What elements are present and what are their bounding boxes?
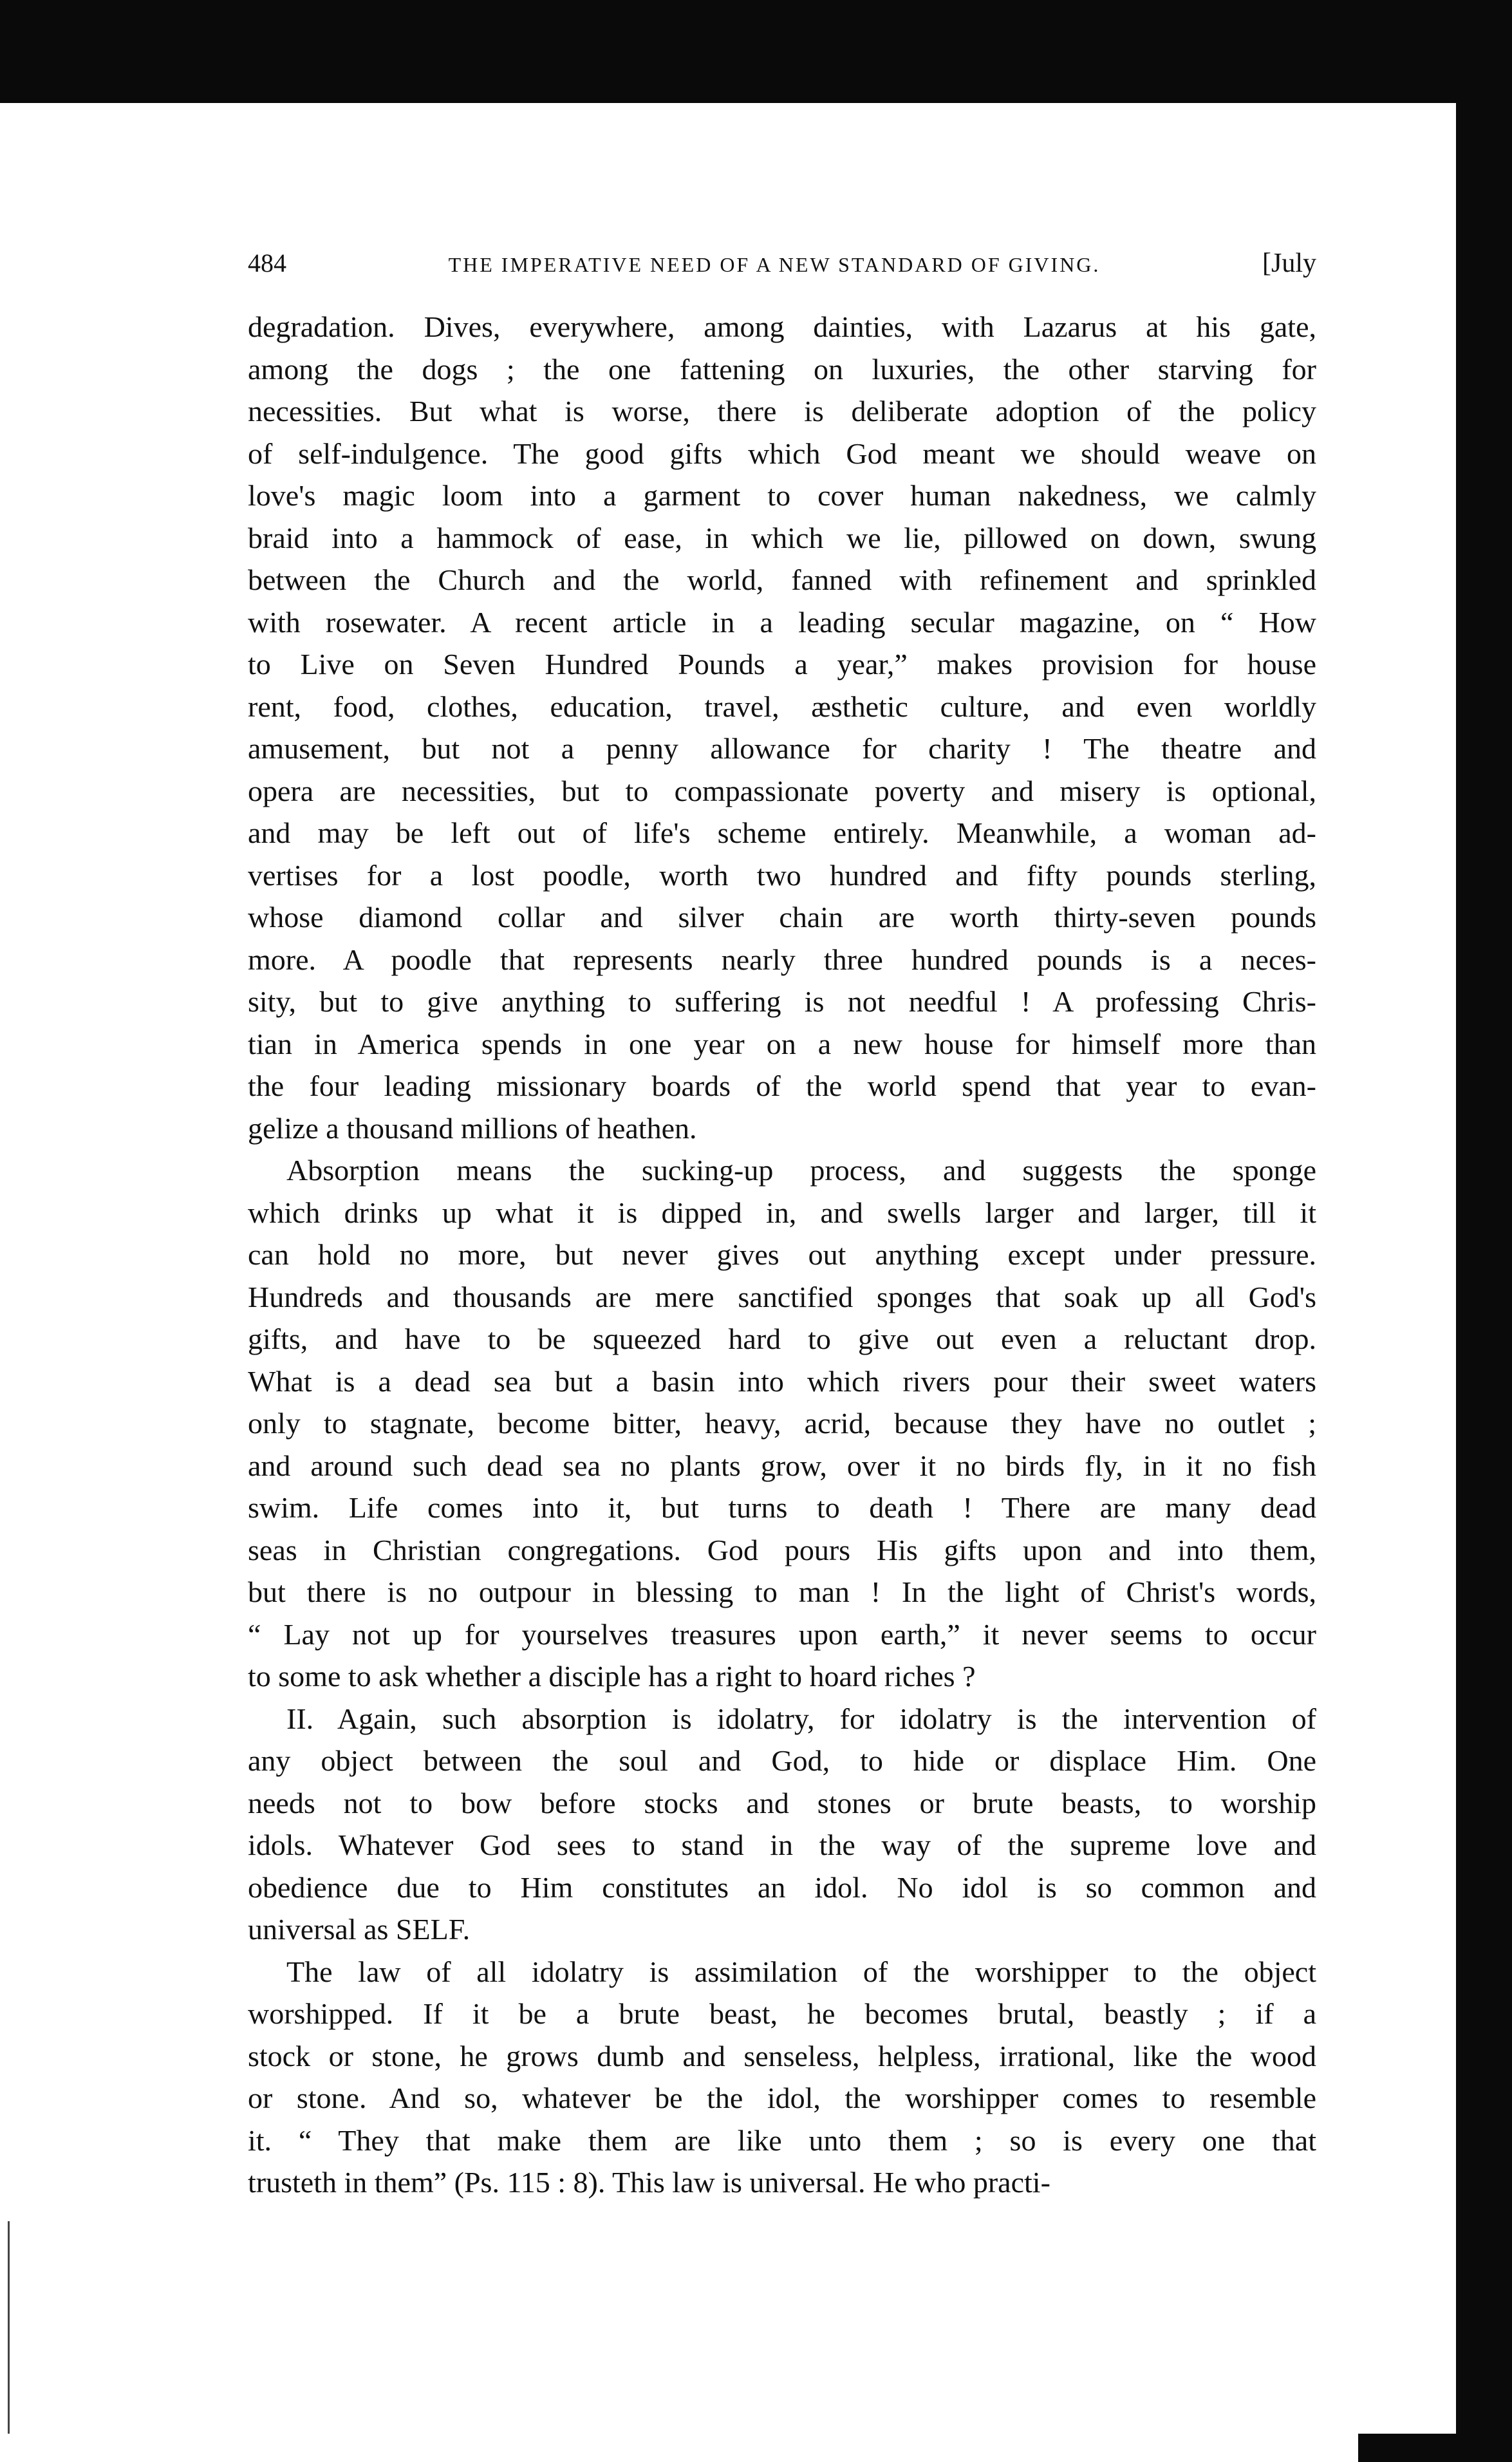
text-line: can hold no more, but never gives out anything except under pressure. [248,1238,1316,1271]
text-line: II. Again, such absorption is idolatry, for idolatry is the intervention of [286,1702,1316,1735]
paragraph [248,306,1316,1149]
text-line: more. A poodle that represents nearly three hundred pounds is a neces- [248,943,1316,976]
running-head [248,248,1316,287]
scan-left-mark [8,2221,10,2434]
text-line: idols. Whatever God sees to stand in the way of the supreme love and [248,1828,1316,1861]
paragraph [248,1951,1316,2204]
text-line: which drinks up what it is dipped in, and swells larger and larger, till it [248,1196,1316,1229]
text-line: to some to ask whether a disciple has a right to hoard riches ? [248,1660,976,1693]
text-line: and around such dead sea no plants grow, over it no birds fly, in it no fish [248,1449,1316,1482]
text-line: vertises for a lost poodle, worth two hundred and fifty pounds sterling, [248,858,1316,892]
running-title: THE IMPERATIVE NEED OF A NEW STANDARD OF GIVING. [448,253,1101,276]
text-line: stock or stone, he grows dumb and senseless, helpless, irrational, like the wood [248,2039,1316,2072]
text-line: amusement, but not a penny allowance for charity ! The theatre and [248,732,1316,765]
text-line: to Live on Seven Hundred Pounds a year,” makes provision for house [248,648,1316,681]
text-line: and may be left out of life's scheme entirely. Meanwhile, a woman ad- [248,816,1316,849]
text-line: trusteth in them” (Ps. 115 : 8). This law is universal. He who practi- [248,2166,1050,2199]
text-line: gelize a thousand millions of heathen. [248,1111,697,1145]
text-line: universal as SELF. [248,1913,471,1946]
running-month: [July [1262,249,1316,278]
text-line: “ Lay not up for yourselves treasures upon earth,” it never seems to occur [248,1617,1316,1651]
text-line: What is a dead sea but a basin into which rivers pour their sweet waters [248,1364,1316,1398]
text-line: degradation. Dives, everywhere, among dainties, with Lazarus at his gate, [248,310,1316,343]
page-number: 484 [248,249,286,277]
scan-top-border [0,0,1512,103]
text-line: seas in Christian congregations. God pours His gifts upon and into them, [248,1533,1316,1566]
text-line: any object between the soul and God, to hide or displace Him. One [248,1744,1316,1777]
text-line: worshipped. If it be a brute beast, he becomes brutal, beastly ; if a [248,1997,1316,2030]
text-line: it. “ They that make them are like unto them ; so is every one that [248,2123,1316,2157]
text-line: opera are necessities, but to compassionate poverty and misery is optional, [248,774,1316,807]
text-line: Absorption means the sucking-up process, and suggests the sponge [286,1154,1316,1187]
text-line: Hundreds and thousands are mere sanctified sponges that soak up all God's [248,1280,1316,1313]
text-line: or stone. And so, whatever be the idol, the worshipper comes to resemble [248,2081,1316,2114]
text-line: between the Church and the world, fanned with refinement and sprinkled [248,563,1316,596]
text-line: sity, but to give anything to suffering is not needful ! A professing Chris- [248,985,1316,1018]
paragraph [248,1149,1316,1698]
text-line: with rosewater. A recent article in a leading secular magazine, on “ How [248,605,1316,639]
paragraph [248,1698,1316,1951]
text-line: only to stagnate, become bitter, heavy, acrid, because they have no outlet ; [248,1407,1316,1440]
scan-bottom-border [1358,2434,1512,2462]
text-line: necessities. But what is worse, there is deliberate adoption of the policy [248,395,1316,428]
text-line: rent, food, clothes, education, travel, æsthetic culture, and even worldly [248,690,1316,723]
text-line: gifts, and have to be squeezed hard to give out even a reluctant drop. [248,1322,1316,1355]
book-page [248,248,1316,2204]
text-line: The law of all idolatry is assimilation of the worshipper to the object [286,1955,1316,1988]
text-line: among the dogs ; the one fattening on luxuries, the other starving for [248,352,1316,386]
text-line: tian in America spends in one year on a new house for himself more than [248,1027,1316,1060]
text-line: whose diamond collar and silver chain are worth thirty-seven pounds [248,901,1316,934]
scan-right-border [1456,97,1512,2462]
text-line: needs not to bow before stocks and stones or brute beasts, to worship [248,1786,1316,1819]
text-line: obedience due to Him constitutes an idol. No idol is so common and [248,1870,1316,1904]
text-line: swim. Life comes into it, but turns to death ! There are many dead [248,1491,1316,1524]
text-line: the four leading missionary boards of the world spend that year to evan- [248,1069,1316,1102]
body-text [248,306,1316,2204]
text-line: but there is no outpour in blessing to man ! In the light of Christ's words, [248,1575,1316,1608]
text-line: of self-indulgence. The good gifts which God meant we should weave on [248,437,1316,470]
text-line: love's magic loom into a garment to cover human nakedness, we calmly [248,479,1316,512]
text-line: braid into a hammock of ease, in which we lie, pillowed on down, swung [248,521,1316,554]
